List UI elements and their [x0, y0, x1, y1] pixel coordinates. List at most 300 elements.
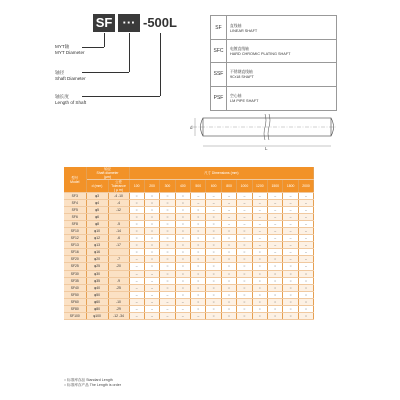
type-code: SFC	[211, 39, 227, 62]
availability-cell: –	[283, 256, 298, 263]
header-tol-en: Tolerance	[111, 184, 126, 188]
availability-cell: ○	[175, 235, 190, 242]
availability-cell: –	[160, 291, 175, 298]
table-row	[64, 277, 314, 284]
availability-cell: –	[129, 284, 144, 291]
availability-cell: ○	[144, 221, 159, 228]
model-cell: SF3	[64, 193, 86, 200]
availability-cell: –	[283, 228, 298, 235]
availability-cell: ○	[221, 305, 236, 312]
type-row	[211, 86, 336, 110]
diameter-label-en: Shaft Diameter	[55, 75, 86, 81]
availability-cell: ○	[221, 298, 236, 305]
availability-cell: –	[237, 200, 252, 207]
availability-cell: ○	[252, 298, 267, 305]
availability-cell: ○	[129, 200, 144, 207]
table-row	[64, 228, 314, 235]
availability-cell: –	[298, 228, 313, 235]
type-desc-cn: 空心轴	[230, 94, 242, 98]
availability-cell: ○	[144, 249, 159, 256]
availability-cell: –	[191, 312, 206, 319]
availability-cell: ○	[175, 200, 190, 207]
availability-cell: ○	[298, 312, 313, 319]
header-shaft-cn: 轴径	[104, 167, 111, 171]
model-cell: SF35	[64, 277, 86, 284]
availability-cell: ○	[191, 277, 206, 284]
availability-cell: –	[129, 298, 144, 305]
availability-cell: ○	[175, 221, 190, 228]
availability-cell: –	[268, 228, 283, 235]
availability-cell: –	[191, 200, 206, 207]
availability-cell: ○	[237, 242, 252, 249]
tolerance-cell: -5	[108, 221, 129, 228]
availability-cell: ○	[252, 284, 267, 291]
availability-cell: ○	[175, 228, 190, 235]
table-row	[64, 312, 314, 319]
availability-cell: –	[237, 221, 252, 228]
availability-cell: ○	[221, 256, 236, 263]
availability-cell: ○	[283, 305, 298, 312]
availability-cell: ○	[175, 193, 190, 200]
header-length-value: 1800	[283, 180, 298, 193]
availability-cell: ○	[160, 228, 175, 235]
availability-cell: ○	[191, 235, 206, 242]
availability-cell: –	[237, 193, 252, 200]
availability-cell: ○	[206, 277, 221, 284]
model-cell: SF40	[64, 284, 86, 291]
type-table	[210, 15, 337, 111]
model-cell: SF60	[64, 298, 86, 305]
availability-cell: ○	[144, 200, 159, 207]
availability-cell: ○	[298, 305, 313, 312]
availability-cell: ○	[175, 284, 190, 291]
availability-cell: –	[144, 312, 159, 319]
diameter-cell: φ6	[86, 214, 108, 221]
table-row	[64, 242, 314, 249]
availability-cell: ○	[175, 277, 190, 284]
diameter-cell: φ3	[86, 193, 108, 200]
availability-cell: –	[268, 235, 283, 242]
availability-cell: ○	[237, 298, 252, 305]
type-label-cn: MYT轴	[55, 44, 70, 49]
diameter-cell: φ4	[86, 200, 108, 207]
availability-cell: –	[221, 221, 236, 228]
table-row	[64, 256, 314, 263]
availability-cell: –	[221, 207, 236, 214]
tolerance-cell: -10	[108, 298, 129, 305]
availability-cell: –	[283, 193, 298, 200]
diameter-cell: φ5	[86, 207, 108, 214]
availability-cell: ○	[283, 270, 298, 277]
code-middle-box: ···	[118, 14, 140, 32]
availability-cell: –	[144, 284, 159, 291]
tolerance-cell	[108, 270, 129, 277]
availability-cell: ○	[191, 284, 206, 291]
note-item: ○ 标准库存品 Standard Length	[64, 378, 113, 382]
availability-cell: –	[129, 263, 144, 270]
diameter-cell: φ60	[86, 298, 108, 305]
availability-cell: ○	[252, 263, 267, 270]
diameter-label	[55, 70, 86, 81]
availability-cell: –	[268, 221, 283, 228]
availability-cell: –	[252, 228, 267, 235]
table-row	[64, 200, 314, 207]
availability-cell: –	[268, 207, 283, 214]
table-row	[64, 221, 314, 228]
availability-cell: –	[298, 221, 313, 228]
header-length-value: 500	[191, 180, 206, 193]
diameter-cell: φ10	[86, 228, 108, 235]
type-label-en: MYT Diameter	[55, 49, 85, 55]
availability-cell: ○	[191, 228, 206, 235]
availability-cell: –	[298, 207, 313, 214]
leader-suffix-h	[82, 96, 160, 97]
availability-cell: ○	[144, 228, 159, 235]
header-shaft-unit: (μm)	[103, 175, 112, 179]
availability-cell: ○	[252, 305, 267, 312]
availability-cell: –	[175, 305, 190, 312]
availability-cell: ○	[144, 207, 159, 214]
availability-cell: –	[252, 200, 267, 207]
availability-cell: ○	[160, 277, 175, 284]
header-length-value: 100	[129, 180, 144, 193]
header-length-value: 1200	[252, 180, 267, 193]
availability-cell: ○	[129, 228, 144, 235]
type-code: SSF	[211, 62, 227, 86]
availability-cell: ○	[160, 235, 175, 242]
availability-cell: ○	[237, 249, 252, 256]
table-row	[64, 193, 314, 200]
availability-cell: ○	[160, 207, 175, 214]
availability-cell: –	[283, 242, 298, 249]
availability-cell: –	[283, 207, 298, 214]
availability-cell: –	[206, 193, 221, 200]
tolerance-cell: -17	[108, 242, 129, 249]
availability-cell: ○	[221, 284, 236, 291]
availability-cell: ○	[268, 256, 283, 263]
availability-cell: ○	[237, 270, 252, 277]
availability-cell: ○	[221, 291, 236, 298]
availability-cell: ○	[175, 242, 190, 249]
availability-cell: ○	[206, 284, 221, 291]
availability-cell: –	[237, 214, 252, 221]
availability-cell: ○	[268, 298, 283, 305]
tolerance-cell	[108, 214, 129, 221]
availability-cell: ○	[191, 221, 206, 228]
availability-cell: ○	[221, 249, 236, 256]
tolerance-cell: -4	[108, 200, 129, 207]
tolerance-cell: -6	[108, 235, 129, 242]
availability-cell: ○	[268, 277, 283, 284]
dim-l-label: L	[265, 146, 268, 151]
model-cell: SF50	[64, 291, 86, 298]
model-cell: SF30	[64, 270, 86, 277]
availability-cell: –	[129, 291, 144, 298]
leader-middle-h	[82, 72, 129, 73]
header-length-value: 200	[144, 180, 159, 193]
availability-cell: ○	[129, 249, 144, 256]
availability-cell: –	[252, 207, 267, 214]
table-row	[64, 270, 314, 277]
availability-cell: ○	[206, 249, 221, 256]
availability-cell: ○	[237, 228, 252, 235]
availability-cell: –	[298, 214, 313, 221]
availability-cell: ○	[191, 256, 206, 263]
model-cell: SF5	[64, 207, 86, 214]
availability-cell: –	[221, 214, 236, 221]
type-row	[211, 16, 336, 40]
availability-cell: ○	[160, 200, 175, 207]
availability-cell: ○	[144, 263, 159, 270]
availability-cell: ○	[160, 270, 175, 277]
model-cell: SF6	[64, 214, 86, 221]
model-cell: SF12	[64, 235, 86, 242]
availability-cell: ○	[206, 214, 221, 221]
availability-cell: ○	[221, 270, 236, 277]
availability-cell: –	[252, 235, 267, 242]
availability-cell: –	[268, 242, 283, 249]
availability-cell: –	[160, 298, 175, 305]
availability-cell: ○	[191, 249, 206, 256]
availability-cell: –	[298, 200, 313, 207]
availability-cell: ○	[268, 291, 283, 298]
availability-cell: ○	[221, 263, 236, 270]
notes	[64, 378, 121, 388]
spec-table	[64, 167, 314, 320]
header-length-value: 600	[206, 180, 221, 193]
tolerance-cell	[108, 291, 129, 298]
availability-cell: ○	[283, 312, 298, 319]
availability-cell: –	[283, 235, 298, 242]
availability-cell: –	[191, 193, 206, 200]
header-model-cn: 型号	[71, 175, 79, 180]
table-row	[64, 235, 314, 242]
availability-cell: ○	[175, 263, 190, 270]
availability-cell: ○	[144, 256, 159, 263]
availability-cell: ○	[191, 207, 206, 214]
header-tol	[108, 180, 129, 193]
availability-cell: ○	[129, 193, 144, 200]
type-desc-cn: 电镀直线轴	[230, 47, 249, 51]
availability-cell: ○	[252, 249, 267, 256]
note-item: ○ 标准库存产品 The Length is order	[64, 383, 121, 387]
table-row	[64, 284, 314, 291]
availability-cell: ○	[129, 207, 144, 214]
diameter-cell: φ13	[86, 242, 108, 249]
type-desc-en: LM PIPE SHAFT	[230, 99, 259, 103]
availability-cell: –	[268, 200, 283, 207]
header-model-en: Model	[70, 179, 80, 184]
table-row	[64, 214, 314, 221]
type-desc-en: 9Cr18 SHAFT	[230, 75, 254, 79]
availability-cell: –	[144, 291, 159, 298]
tolerance-cell	[108, 249, 129, 256]
availability-cell: ○	[129, 221, 144, 228]
model-cell: SF13	[64, 242, 86, 249]
availability-cell: –	[206, 200, 221, 207]
availability-cell: –	[237, 207, 252, 214]
model-cell: SF16	[64, 249, 86, 256]
availability-cell: ○	[206, 291, 221, 298]
availability-cell: –	[283, 214, 298, 221]
availability-cell: –	[298, 193, 313, 200]
availability-cell: ○	[252, 256, 267, 263]
availability-cell: –	[129, 312, 144, 319]
diameter-cell: φ25	[86, 263, 108, 270]
availability-cell: –	[298, 242, 313, 249]
availability-cell: ○	[252, 312, 267, 319]
availability-cell: –	[252, 242, 267, 249]
availability-cell: ○	[237, 277, 252, 284]
availability-cell: ○	[237, 256, 252, 263]
availability-cell: ○	[237, 312, 252, 319]
length-label-en: Length of Shaft	[55, 99, 87, 105]
availability-cell: –	[160, 305, 175, 312]
model-cell: SF80	[64, 305, 86, 312]
availability-cell: ○	[191, 305, 206, 312]
availability-cell: ○	[237, 284, 252, 291]
type-desc-cn: 直线轴	[230, 24, 242, 28]
diameter-label-cn: 轴径	[55, 70, 65, 75]
availability-cell: ○	[160, 256, 175, 263]
header-tol-cn: 公差	[115, 180, 122, 184]
availability-cell: ○	[221, 242, 236, 249]
availability-cell: ○	[268, 263, 283, 270]
availability-cell: ○	[237, 235, 252, 242]
availability-cell: ○	[298, 284, 313, 291]
availability-cell: ○	[237, 305, 252, 312]
availability-cell: –	[252, 193, 267, 200]
code-prefix-box: SF	[93, 14, 115, 32]
availability-cell: ○	[206, 242, 221, 249]
availability-cell: –	[175, 298, 190, 305]
model-cell: SF4	[64, 200, 86, 207]
availability-cell: ○	[175, 291, 190, 298]
availability-cell: ○	[144, 242, 159, 249]
code-suffix: -500L	[143, 15, 177, 30]
availability-cell: –	[268, 193, 283, 200]
header-shaft	[86, 167, 129, 180]
tolerance-cell: -4 -10	[108, 193, 129, 200]
tolerance-cell: -29	[108, 305, 129, 312]
type-code: SF	[211, 16, 227, 39]
availability-cell: ○	[252, 291, 267, 298]
availability-cell: ○	[191, 298, 206, 305]
availability-cell: ○	[144, 235, 159, 242]
model-cell: SF20	[64, 256, 86, 263]
availability-cell: ○	[160, 284, 175, 291]
availability-cell: ○	[268, 284, 283, 291]
header-length-value: 800	[221, 180, 236, 193]
availability-cell: –	[252, 214, 267, 221]
availability-cell: ○	[206, 256, 221, 263]
availability-cell: –	[175, 312, 190, 319]
header-tol-unit: ( μ m)	[114, 188, 123, 192]
availability-cell: ○	[129, 235, 144, 242]
header-shaft-en: Shaft diameter	[96, 171, 119, 175]
availability-cell: ○	[283, 291, 298, 298]
tolerance-cell: -20	[108, 263, 129, 270]
availability-cell: ○	[160, 221, 175, 228]
availability-cell: ○	[283, 277, 298, 284]
type-row	[211, 39, 336, 63]
diameter-cell: φ30	[86, 270, 108, 277]
availability-cell: ○	[298, 291, 313, 298]
availability-cell: –	[129, 270, 144, 277]
availability-cell: ○	[221, 312, 236, 319]
availability-cell: ○	[160, 214, 175, 221]
availability-cell: ○	[160, 193, 175, 200]
availability-cell: ○	[252, 277, 267, 284]
availability-cell: ○	[175, 249, 190, 256]
header-length-value: 2000	[298, 180, 313, 193]
leader-middle-v	[129, 33, 130, 72]
availability-cell: ○	[129, 242, 144, 249]
availability-cell: –	[129, 305, 144, 312]
availability-cell: ○	[268, 305, 283, 312]
diameter-cell: φ100	[86, 312, 108, 319]
availability-cell: ○	[268, 312, 283, 319]
availability-cell: ○	[206, 305, 221, 312]
header-length-value: 1500	[268, 180, 283, 193]
diameter-cell: φ35	[86, 277, 108, 284]
tolerance-cell: -14	[108, 228, 129, 235]
availability-cell: ○	[129, 214, 144, 221]
type-desc	[230, 94, 258, 104]
availability-cell: ○	[160, 263, 175, 270]
diameter-cell: φ8	[86, 221, 108, 228]
leader-prefix-v	[104, 33, 105, 47]
availability-cell: ○	[298, 277, 313, 284]
availability-cell: ○	[237, 291, 252, 298]
availability-cell: ○	[221, 235, 236, 242]
availability-cell: –	[298, 249, 313, 256]
diameter-cell: φ12	[86, 235, 108, 242]
tolerance-cell: -9	[108, 277, 129, 284]
table-row	[64, 249, 314, 256]
availability-cell: –	[298, 263, 313, 270]
availability-cell: ○	[206, 235, 221, 242]
header-length-value: 400	[175, 180, 190, 193]
availability-cell: ○	[252, 270, 267, 277]
leader-prefix-h	[82, 47, 104, 48]
availability-cell: –	[268, 249, 283, 256]
availability-cell: –	[221, 200, 236, 207]
availability-cell: –	[252, 221, 267, 228]
type-label	[55, 44, 85, 55]
availability-cell: –	[160, 312, 175, 319]
availability-cell: ○	[206, 228, 221, 235]
header-length-value: 1000	[237, 180, 252, 193]
availability-cell: –	[144, 277, 159, 284]
table-row	[64, 305, 314, 312]
availability-cell: ○	[221, 228, 236, 235]
availability-cell: ○	[206, 312, 221, 319]
table-row	[64, 298, 314, 305]
type-row	[211, 62, 336, 87]
diameter-cell: φ20	[86, 256, 108, 263]
availability-cell: –	[283, 221, 298, 228]
model-cell: SF8	[64, 221, 86, 228]
availability-cell: ○	[283, 263, 298, 270]
tolerance-cell: -25	[108, 284, 129, 291]
availability-cell: ○	[175, 207, 190, 214]
availability-cell: ○	[206, 298, 221, 305]
type-desc-en: LINEAR SHAFT	[230, 29, 258, 33]
tolerance-cell: -12	[108, 207, 129, 214]
availability-cell: –	[268, 214, 283, 221]
availability-cell: –	[298, 256, 313, 263]
